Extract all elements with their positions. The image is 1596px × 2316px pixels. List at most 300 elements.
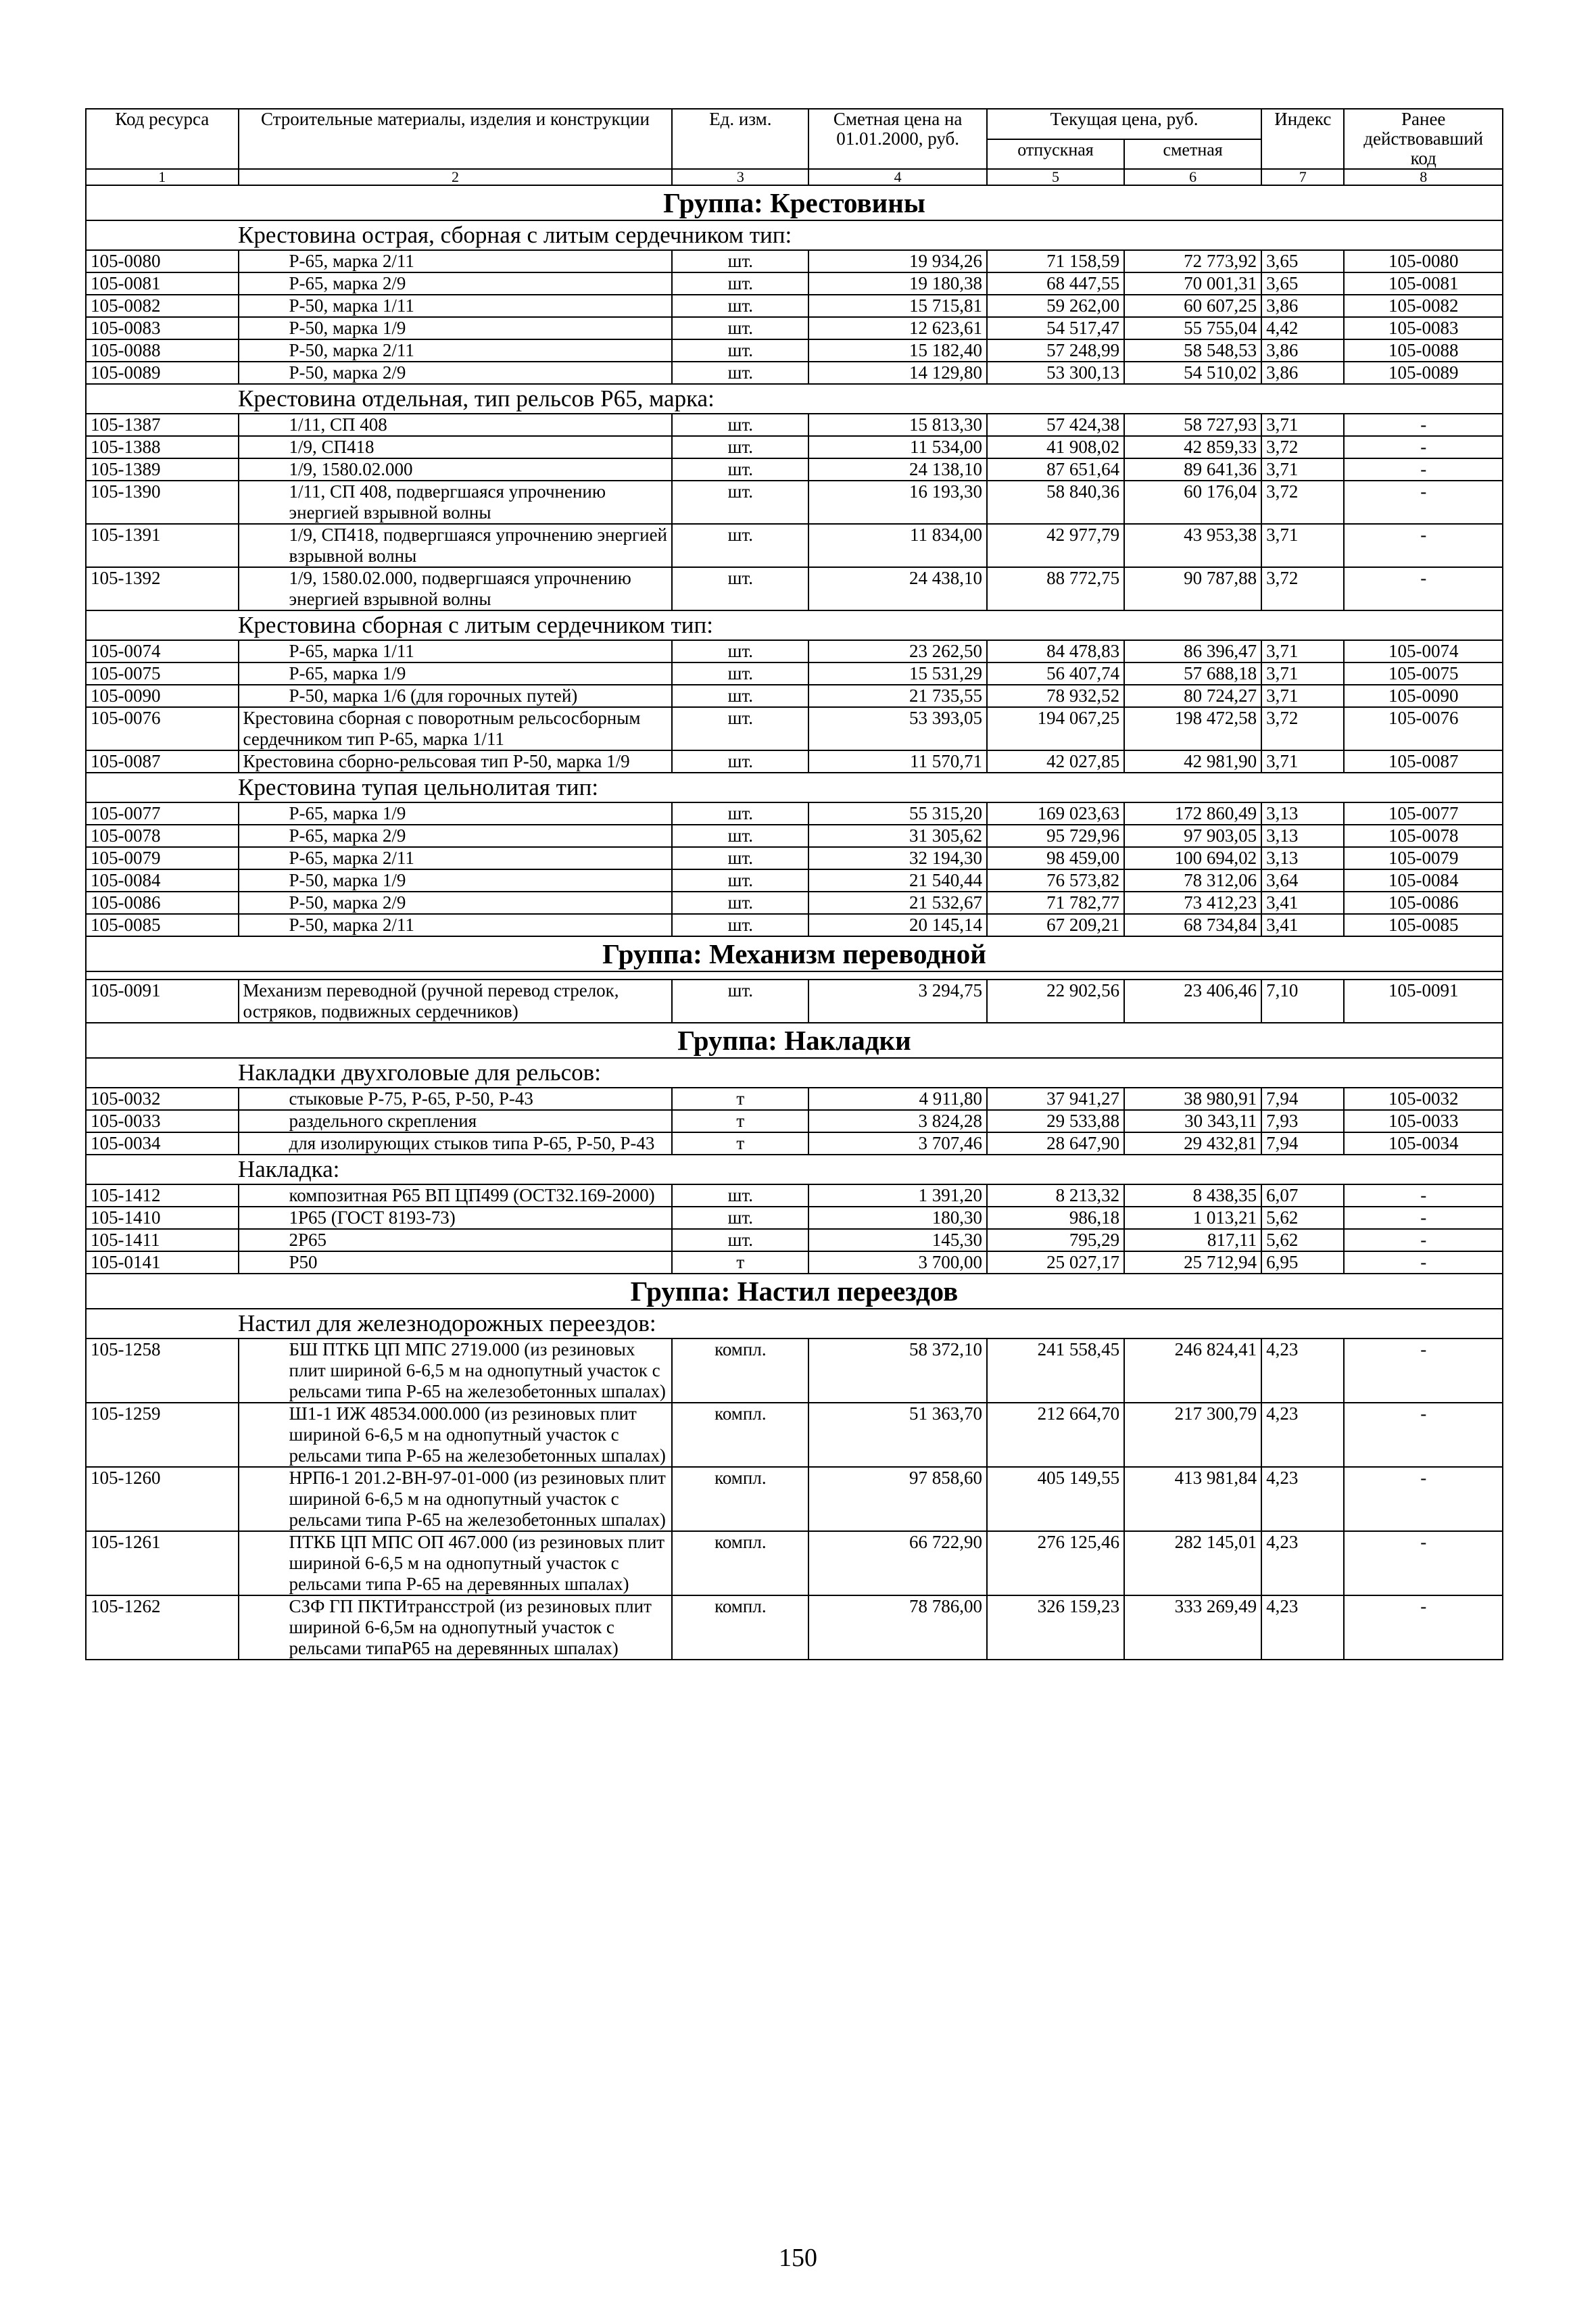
table-row bbox=[86, 524, 1503, 567]
unit-cell: шт. bbox=[672, 272, 808, 295]
release-price-cell: 76 573,82 bbox=[987, 869, 1124, 892]
release-price-cell: 87 651,64 bbox=[987, 458, 1124, 481]
previous-code-cell: - bbox=[1344, 1338, 1503, 1403]
resource-code-cell: 105-0079 bbox=[86, 847, 239, 869]
material-name-cell: стыковые Р-75, Р-65, Р-50, Р-43 bbox=[239, 1088, 673, 1110]
previous-code-cell: - bbox=[1344, 1531, 1503, 1595]
table-row bbox=[86, 1595, 1503, 1660]
subgroup-title: Настил для железнодорожных переездов: bbox=[86, 1309, 1503, 1338]
estimate-price-cell: 282 145,01 bbox=[1124, 1531, 1261, 1595]
estimate-price-cell: 198 472,58 bbox=[1124, 707, 1261, 750]
index-cell: 3,13 bbox=[1261, 847, 1344, 869]
unit-cell: шт. bbox=[672, 250, 808, 272]
page-number: 150 bbox=[779, 2244, 817, 2272]
estimate-price-cell: 60 607,25 bbox=[1124, 295, 1261, 317]
index-cell: 7,94 bbox=[1261, 1132, 1344, 1155]
previous-code-cell: - bbox=[1344, 481, 1503, 524]
release-price-cell: 405 149,55 bbox=[987, 1467, 1124, 1531]
release-price-cell: 42 027,85 bbox=[987, 750, 1124, 773]
unit-cell: компл. bbox=[672, 1338, 808, 1403]
material-name-cell: 1/9, СП418 bbox=[239, 436, 673, 458]
price-2000-cell: 11 570,71 bbox=[808, 750, 987, 773]
price-2000-cell: 55 315,20 bbox=[808, 802, 987, 825]
price-2000-cell: 16 193,30 bbox=[808, 481, 987, 524]
estimate-price-cell: 97 903,05 bbox=[1124, 825, 1261, 847]
subgroup-title: Накладки двухголовые для рельсов: bbox=[86, 1058, 1503, 1088]
unit-cell: т bbox=[672, 1088, 808, 1110]
estimate-price-cell: 413 981,84 bbox=[1124, 1467, 1261, 1531]
price-2000-cell: 66 722,90 bbox=[808, 1531, 987, 1595]
previous-code-cell: 105-0081 bbox=[1344, 272, 1503, 295]
material-name-cell: для изолирующих стыков типа Р-65, Р-50, Р-43 bbox=[239, 1132, 673, 1155]
release-price-cell: 95 729,96 bbox=[987, 825, 1124, 847]
estimate-price-cell: 1 013,21 bbox=[1124, 1207, 1261, 1229]
unit-cell: шт. bbox=[672, 362, 808, 384]
unit-cell: шт. bbox=[672, 1184, 808, 1207]
price-2000-cell: 3 707,46 bbox=[808, 1132, 987, 1155]
material-name-cell: 1Р65 (ГОСТ 8193-73) bbox=[239, 1207, 673, 1229]
previous-code-cell: - bbox=[1344, 1467, 1503, 1531]
unit-cell: шт. bbox=[672, 707, 808, 750]
estimate-price-cell: 54 510,02 bbox=[1124, 362, 1261, 384]
estimate-price-cell: 29 432,81 bbox=[1124, 1132, 1261, 1155]
release-price-cell: 98 459,00 bbox=[987, 847, 1124, 869]
resource-code-cell: 105-0074 bbox=[86, 640, 239, 662]
estimate-price-cell: 42 859,33 bbox=[1124, 436, 1261, 458]
previous-code-cell: - bbox=[1344, 1184, 1503, 1207]
previous-code-cell: 105-0075 bbox=[1344, 662, 1503, 685]
material-name-cell: Р-50, марка 2/11 bbox=[239, 339, 673, 362]
unit-cell: компл. bbox=[672, 1467, 808, 1531]
column-number: 1 bbox=[86, 169, 239, 185]
previous-code-cell: - bbox=[1344, 458, 1503, 481]
header-estimate: сметная bbox=[1124, 139, 1261, 170]
unit-cell: шт. bbox=[672, 869, 808, 892]
resource-code-cell: 105-1389 bbox=[86, 458, 239, 481]
resource-code-cell: 105-1392 bbox=[86, 567, 239, 610]
resource-code-cell: 105-0080 bbox=[86, 250, 239, 272]
resource-code-cell: 105-0084 bbox=[86, 869, 239, 892]
release-price-cell: 25 027,17 bbox=[987, 1251, 1124, 1274]
unit-cell: компл. bbox=[672, 1531, 808, 1595]
index-cell: 3,65 bbox=[1261, 272, 1344, 295]
index-cell: 3,71 bbox=[1261, 414, 1344, 436]
index-cell: 4,23 bbox=[1261, 1338, 1344, 1403]
estimate-price-cell: 100 694,02 bbox=[1124, 847, 1261, 869]
column-number: 3 bbox=[672, 169, 808, 185]
material-name-cell: Р-50, марка 2/9 bbox=[239, 362, 673, 384]
estimate-price-cell: 38 980,91 bbox=[1124, 1088, 1261, 1110]
material-name-cell: Р-65, марка 2/11 bbox=[239, 847, 673, 869]
index-cell: 4,23 bbox=[1261, 1595, 1344, 1660]
table-row bbox=[86, 339, 1503, 362]
price-2000-cell: 21 735,55 bbox=[808, 685, 987, 707]
resource-code-cell: 105-0034 bbox=[86, 1132, 239, 1155]
material-name-cell: НРП6-1 201.2-ВН-97-01-000 (из резиновых плит шириной 6-6,5 м на однопутный участок с рельсами типа Р-65 на железобетонных шпалах) bbox=[239, 1467, 673, 1531]
index-cell: 3,13 bbox=[1261, 802, 1344, 825]
table-row bbox=[86, 1338, 1503, 1403]
table-row bbox=[86, 914, 1503, 936]
price-2000-cell: 24 438,10 bbox=[808, 567, 987, 610]
release-price-cell: 68 447,55 bbox=[987, 272, 1124, 295]
unit-cell: шт. bbox=[672, 847, 808, 869]
column-number: 4 bbox=[808, 169, 987, 185]
material-name-cell: Крестовина сборно-рельсовая тип Р-50, марка 1/9 bbox=[239, 750, 673, 773]
release-price-cell: 58 840,36 bbox=[987, 481, 1124, 524]
group-title: Группа: Накладки bbox=[86, 1023, 1503, 1058]
release-price-cell: 71 782,77 bbox=[987, 892, 1124, 914]
release-price-cell: 29 533,88 bbox=[987, 1110, 1124, 1132]
price-2000-cell: 3 824,28 bbox=[808, 1110, 987, 1132]
index-cell: 3,86 bbox=[1261, 295, 1344, 317]
previous-code-cell: 105-0080 bbox=[1344, 250, 1503, 272]
material-name-cell: ПТКБ ЦП МПС ОП 467.000 (из резиновых плит шириной 6-6,5 м на однопутный участок с рельсами типа Р-65 на деревянных шпалах) bbox=[239, 1531, 673, 1595]
unit-cell: шт. bbox=[672, 458, 808, 481]
resource-code-cell: 105-1390 bbox=[86, 481, 239, 524]
index-cell: 3,71 bbox=[1261, 640, 1344, 662]
previous-code-cell: 105-0088 bbox=[1344, 339, 1503, 362]
price-2000-cell: 24 138,10 bbox=[808, 458, 987, 481]
release-price-cell: 67 209,21 bbox=[987, 914, 1124, 936]
release-price-cell: 276 125,46 bbox=[987, 1531, 1124, 1595]
price-2000-cell: 53 393,05 bbox=[808, 707, 987, 750]
unit-cell: шт. bbox=[672, 1207, 808, 1229]
index-cell: 7,94 bbox=[1261, 1088, 1344, 1110]
material-name-cell: БШ ПТКБ ЦП МПС 2719.000 (из резиновых плит шириной 6-6,5 м на однопутный участок с рельсами типа Р-65 на железобетонных шпалах) bbox=[239, 1338, 673, 1403]
price-2000-cell: 21 532,67 bbox=[808, 892, 987, 914]
material-name-cell: Р-65, марка 1/9 bbox=[239, 802, 673, 825]
index-cell: 3,86 bbox=[1261, 362, 1344, 384]
price-2000-cell: 3 700,00 bbox=[808, 1251, 987, 1274]
price-2000-cell: 15 715,81 bbox=[808, 295, 987, 317]
index-cell: 3,71 bbox=[1261, 524, 1344, 567]
table-row bbox=[86, 1110, 1503, 1132]
group-title: Группа: Крестовины bbox=[86, 185, 1503, 220]
index-cell: 3,65 bbox=[1261, 250, 1344, 272]
unit-cell: шт. bbox=[672, 524, 808, 567]
previous-code-cell: - bbox=[1344, 567, 1503, 610]
unit-cell: т bbox=[672, 1132, 808, 1155]
previous-code-cell: 105-0091 bbox=[1344, 980, 1503, 1023]
release-price-cell: 57 424,38 bbox=[987, 414, 1124, 436]
release-price-cell: 57 248,99 bbox=[987, 339, 1124, 362]
estimate-price-cell: 60 176,04 bbox=[1124, 481, 1261, 524]
subgroup-heading-row bbox=[86, 1155, 1503, 1184]
previous-code-cell: 105-0089 bbox=[1344, 362, 1503, 384]
resource-code-cell: 105-0083 bbox=[86, 317, 239, 339]
resource-code-cell: 105-1388 bbox=[86, 436, 239, 458]
material-name-cell: раздельного скрепления bbox=[239, 1110, 673, 1132]
release-price-cell: 56 407,74 bbox=[987, 662, 1124, 685]
group-heading-row bbox=[86, 185, 1503, 220]
unit-cell: т bbox=[672, 1251, 808, 1274]
material-name-cell: 1/9, 1580.02.000 bbox=[239, 458, 673, 481]
index-cell: 3,86 bbox=[1261, 339, 1344, 362]
release-price-cell: 37 941,27 bbox=[987, 1088, 1124, 1110]
price-2000-cell: 78 786,00 bbox=[808, 1595, 987, 1660]
index-cell: 3,72 bbox=[1261, 707, 1344, 750]
estimate-price-cell: 58 727,93 bbox=[1124, 414, 1261, 436]
price-2000-cell: 19 180,38 bbox=[808, 272, 987, 295]
release-price-cell: 241 558,45 bbox=[987, 1338, 1124, 1403]
price-2000-cell: 3 294,75 bbox=[808, 980, 987, 1023]
previous-code-cell: - bbox=[1344, 1595, 1503, 1660]
resource-code-cell: 105-0032 bbox=[86, 1088, 239, 1110]
table-row bbox=[86, 892, 1503, 914]
column-numbers-row bbox=[86, 169, 1503, 185]
unit-cell: шт. bbox=[672, 685, 808, 707]
index-cell: 3,72 bbox=[1261, 436, 1344, 458]
price-2000-cell: 23 262,50 bbox=[808, 640, 987, 662]
release-price-cell: 78 932,52 bbox=[987, 685, 1124, 707]
table-row bbox=[86, 250, 1503, 272]
material-name-cell: Р-50, марка 2/11 bbox=[239, 914, 673, 936]
release-price-cell: 59 262,00 bbox=[987, 295, 1124, 317]
table-row bbox=[86, 1251, 1503, 1274]
unit-cell: шт. bbox=[672, 802, 808, 825]
material-name-cell: 2Р65 bbox=[239, 1229, 673, 1251]
material-name-cell: Р-65, марка 1/11 bbox=[239, 640, 673, 662]
previous-code-cell: - bbox=[1344, 436, 1503, 458]
estimate-price-cell: 80 724,27 bbox=[1124, 685, 1261, 707]
price-2000-cell: 4 911,80 bbox=[808, 1088, 987, 1110]
index-cell: 3,41 bbox=[1261, 914, 1344, 936]
table-row bbox=[86, 869, 1503, 892]
release-price-cell: 41 908,02 bbox=[987, 436, 1124, 458]
previous-code-cell: 105-0033 bbox=[1344, 1110, 1503, 1132]
release-price-cell: 194 067,25 bbox=[987, 707, 1124, 750]
table-row bbox=[86, 414, 1503, 436]
unit-cell: компл. bbox=[672, 1595, 808, 1660]
previous-code-cell: 105-0083 bbox=[1344, 317, 1503, 339]
estimate-price-cell: 43 953,38 bbox=[1124, 524, 1261, 567]
table-row bbox=[86, 458, 1503, 481]
resource-code-cell: 105-1391 bbox=[86, 524, 239, 567]
price-2000-cell: 58 372,10 bbox=[808, 1338, 987, 1403]
material-name-cell: 1/11, СП 408, подвергшаяся упрочнению энергией взрывной волны bbox=[239, 481, 673, 524]
index-cell: 3,71 bbox=[1261, 750, 1344, 773]
price-2000-cell: 51 363,70 bbox=[808, 1403, 987, 1467]
estimate-price-cell: 172 860,49 bbox=[1124, 802, 1261, 825]
price-2000-cell: 97 858,60 bbox=[808, 1467, 987, 1531]
subgroup-heading-row bbox=[86, 1058, 1503, 1088]
release-price-cell: 169 023,63 bbox=[987, 802, 1124, 825]
previous-code-cell: 105-0082 bbox=[1344, 295, 1503, 317]
subgroup-title: Накладка: bbox=[86, 1155, 1503, 1184]
price-2000-cell: 15 813,30 bbox=[808, 414, 987, 436]
estimate-price-cell: 86 396,47 bbox=[1124, 640, 1261, 662]
estimate-price-cell: 333 269,49 bbox=[1124, 1595, 1261, 1660]
material-name-cell: Р-50, марка 1/9 bbox=[239, 317, 673, 339]
subgroup-heading-row bbox=[86, 773, 1503, 802]
table-row bbox=[86, 1088, 1503, 1110]
header-price2000: Сметная цена на 01.01.2000, руб. bbox=[808, 109, 987, 169]
unit-cell: шт. bbox=[672, 567, 808, 610]
unit-cell: шт. bbox=[672, 750, 808, 773]
unit-cell: шт. bbox=[672, 481, 808, 524]
resource-code-cell: 105-0089 bbox=[86, 362, 239, 384]
unit-cell: шт. bbox=[672, 892, 808, 914]
table-row bbox=[86, 802, 1503, 825]
resource-code-cell: 105-0075 bbox=[86, 662, 239, 685]
previous-code-cell: 105-0086 bbox=[1344, 892, 1503, 914]
price-2000-cell: 1 391,20 bbox=[808, 1184, 987, 1207]
table-row bbox=[86, 481, 1503, 524]
estimate-price-cell: 58 548,53 bbox=[1124, 339, 1261, 362]
previous-code-cell: - bbox=[1344, 1251, 1503, 1274]
resource-code-cell: 105-1410 bbox=[86, 1207, 239, 1229]
table-row bbox=[86, 662, 1503, 685]
table-row bbox=[86, 1467, 1503, 1531]
estimate-price-cell: 72 773,92 bbox=[1124, 250, 1261, 272]
unit-cell: компл. bbox=[672, 1403, 808, 1467]
table-row bbox=[86, 685, 1503, 707]
subgroup-title: Крестовина острая, сборная с литым сердечником тип: bbox=[86, 220, 1503, 250]
previous-code-cell: 105-0078 bbox=[1344, 825, 1503, 847]
price-2000-cell: 145,30 bbox=[808, 1229, 987, 1251]
unit-cell: шт. bbox=[672, 980, 808, 1023]
index-cell: 7,10 bbox=[1261, 980, 1344, 1023]
index-cell: 5,62 bbox=[1261, 1207, 1344, 1229]
index-cell: 3,71 bbox=[1261, 662, 1344, 685]
header-index: Индекс bbox=[1261, 109, 1344, 169]
index-cell: 3,71 bbox=[1261, 685, 1344, 707]
price-table bbox=[85, 108, 1503, 1660]
table-row bbox=[86, 295, 1503, 317]
estimate-price-cell: 73 412,23 bbox=[1124, 892, 1261, 914]
material-name-cell: Механизм переводной (ручной перевод стрелок, остряков, подвижных сердечников) bbox=[239, 980, 673, 1023]
index-cell: 3,72 bbox=[1261, 567, 1344, 610]
material-name-cell: Ш1-1 ИЖ 48534.000.000 (из резиновых плит шириной 6-6,5 м на однопутный участок с рельсами типа Р-65 на железобетонных шпалах) bbox=[239, 1403, 673, 1467]
table-row bbox=[86, 436, 1503, 458]
resource-code-cell: 105-0078 bbox=[86, 825, 239, 847]
table-row bbox=[86, 707, 1503, 750]
previous-code-cell: 105-0077 bbox=[1344, 802, 1503, 825]
subgroup-heading-row bbox=[86, 610, 1503, 640]
index-cell: 3,72 bbox=[1261, 481, 1344, 524]
resource-code-cell: 105-0085 bbox=[86, 914, 239, 936]
previous-code-cell: - bbox=[1344, 1207, 1503, 1229]
index-cell: 3,13 bbox=[1261, 825, 1344, 847]
estimate-price-cell: 246 824,41 bbox=[1124, 1338, 1261, 1403]
subgroup-heading-row bbox=[86, 384, 1503, 414]
resource-code-cell: 105-0087 bbox=[86, 750, 239, 773]
group-spacer-row bbox=[86, 971, 1503, 980]
index-cell: 6,95 bbox=[1261, 1251, 1344, 1274]
resource-code-cell: 105-0077 bbox=[86, 802, 239, 825]
previous-code-cell: 105-0076 bbox=[1344, 707, 1503, 750]
previous-code-cell: 105-0074 bbox=[1344, 640, 1503, 662]
release-price-cell: 53 300,13 bbox=[987, 362, 1124, 384]
estimate-price-cell: 23 406,46 bbox=[1124, 980, 1261, 1023]
subgroup-title: Крестовина сборная с литым сердечником тип: bbox=[86, 610, 1503, 640]
estimate-price-cell: 90 787,88 bbox=[1124, 567, 1261, 610]
group-title: Группа: Механизм переводной bbox=[86, 936, 1503, 971]
resource-code-cell: 105-1411 bbox=[86, 1229, 239, 1251]
release-price-cell: 28 647,90 bbox=[987, 1132, 1124, 1155]
previous-code-cell: 105-0090 bbox=[1344, 685, 1503, 707]
table-row bbox=[86, 980, 1503, 1023]
material-name-cell: Крестовина сборная с поворотным рельсосборным сердечником тип Р-65, марка 1/11 bbox=[239, 707, 673, 750]
previous-code-cell: 105-0084 bbox=[1344, 869, 1503, 892]
material-name-cell: Р-65, марка 2/9 bbox=[239, 825, 673, 847]
price-2000-cell: 20 145,14 bbox=[808, 914, 987, 936]
unit-cell: шт. bbox=[672, 640, 808, 662]
price-2000-cell: 11 534,00 bbox=[808, 436, 987, 458]
release-price-cell: 22 902,56 bbox=[987, 980, 1124, 1023]
subgroup-heading-row bbox=[86, 1309, 1503, 1338]
resource-code-cell: 105-1258 bbox=[86, 1338, 239, 1403]
estimate-price-cell: 25 712,94 bbox=[1124, 1251, 1261, 1274]
release-price-cell: 212 664,70 bbox=[987, 1403, 1124, 1467]
table-row bbox=[86, 567, 1503, 610]
material-name-cell: Р-50, марка 1/6 (для горочных путей) bbox=[239, 685, 673, 707]
price-2000-cell: 12 623,61 bbox=[808, 317, 987, 339]
resource-code-cell: 105-0088 bbox=[86, 339, 239, 362]
header-unit: Ед. изм. bbox=[672, 109, 808, 169]
previous-code-cell: 105-0032 bbox=[1344, 1088, 1503, 1110]
table-row bbox=[86, 1207, 1503, 1229]
unit-cell: шт. bbox=[672, 317, 808, 339]
estimate-price-cell: 89 641,36 bbox=[1124, 458, 1261, 481]
resource-code-cell: 105-1262 bbox=[86, 1595, 239, 1660]
resource-code-cell: 105-0091 bbox=[86, 980, 239, 1023]
table-row bbox=[86, 1132, 1503, 1155]
table-row bbox=[86, 847, 1503, 869]
header-release: отпускная bbox=[987, 139, 1124, 170]
table-row bbox=[86, 825, 1503, 847]
table-row bbox=[86, 1403, 1503, 1467]
unit-cell: шт. bbox=[672, 662, 808, 685]
material-name-cell: 1/11, СП 408 bbox=[239, 414, 673, 436]
table-row bbox=[86, 1531, 1503, 1595]
table-row bbox=[86, 362, 1503, 384]
release-price-cell: 54 517,47 bbox=[987, 317, 1124, 339]
header-current: Текущая цена, руб. bbox=[987, 109, 1261, 139]
price-2000-cell: 15 182,40 bbox=[808, 339, 987, 362]
price-2000-cell: 32 194,30 bbox=[808, 847, 987, 869]
column-number: 7 bbox=[1261, 169, 1344, 185]
index-cell: 7,93 bbox=[1261, 1110, 1344, 1132]
material-name-cell: композитная Р65 ВП ЦП499 (ОСТ32.169-2000) bbox=[239, 1184, 673, 1207]
subgroup-title: Крестовина тупая цельнолитая тип: bbox=[86, 773, 1503, 802]
subgroup-heading-row bbox=[86, 220, 1503, 250]
subgroup-title: Крестовина отдельная, тип рельсов Р65, марка: bbox=[86, 384, 1503, 414]
unit-cell: шт. bbox=[672, 914, 808, 936]
column-number: 2 bbox=[239, 169, 673, 185]
estimate-price-cell: 70 001,31 bbox=[1124, 272, 1261, 295]
estimate-price-cell: 55 755,04 bbox=[1124, 317, 1261, 339]
material-name-cell: 1/9, 1580.02.000, подвергшаяся упрочнению энергией взрывной волны bbox=[239, 567, 673, 610]
index-cell: 3,41 bbox=[1261, 892, 1344, 914]
resource-code-cell: 105-1412 bbox=[86, 1184, 239, 1207]
table-row bbox=[86, 640, 1503, 662]
estimate-price-cell: 57 688,18 bbox=[1124, 662, 1261, 685]
unit-cell: шт. bbox=[672, 825, 808, 847]
release-price-cell: 986,18 bbox=[987, 1207, 1124, 1229]
material-name-cell: Р-65, марка 2/9 bbox=[239, 272, 673, 295]
price-2000-cell: 21 540,44 bbox=[808, 869, 987, 892]
unit-cell: шт. bbox=[672, 436, 808, 458]
table-row bbox=[86, 317, 1503, 339]
unit-cell: т bbox=[672, 1110, 808, 1132]
material-name-cell: Р-50, марка 2/9 bbox=[239, 892, 673, 914]
material-name-cell: Р50 bbox=[239, 1251, 673, 1274]
previous-code-cell: - bbox=[1344, 414, 1503, 436]
index-cell: 4,23 bbox=[1261, 1403, 1344, 1467]
index-cell: 4,42 bbox=[1261, 317, 1344, 339]
estimate-price-cell: 78 312,06 bbox=[1124, 869, 1261, 892]
